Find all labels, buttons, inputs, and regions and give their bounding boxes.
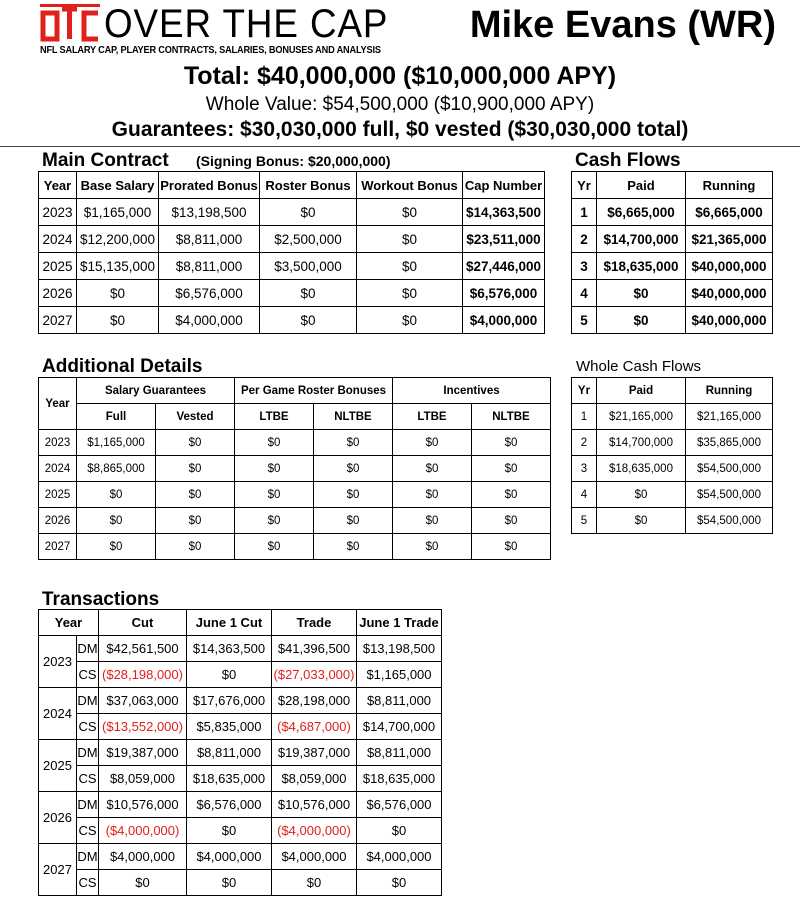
table-cell: $0 [77, 280, 159, 307]
table-cell: $10,576,000 [272, 792, 357, 818]
table-cell: $14,363,500 [187, 636, 272, 662]
table-cell: $0 [156, 482, 235, 508]
table-cell: $1,165,000 [77, 430, 156, 456]
table-cell: $0 [272, 870, 357, 896]
table-cell: $4,000,000 [99, 844, 187, 870]
table-row [39, 818, 442, 844]
table-cell: $40,000,000 [686, 253, 773, 280]
table-cell: $54,500,000 [686, 508, 773, 534]
header-row [39, 172, 545, 199]
table-row [572, 430, 773, 456]
table-cell: $6,576,000 [357, 792, 442, 818]
table-cell: $8,811,000 [159, 226, 260, 253]
table-cell: 4 [572, 482, 597, 508]
table-row [39, 740, 442, 766]
column-header: Vested [156, 404, 235, 430]
table-cell: $6,576,000 [159, 280, 260, 307]
table-cell: $6,576,000 [187, 792, 272, 818]
table-cell: $0 [156, 456, 235, 482]
table-cell: $0 [77, 307, 159, 334]
table-cell: 2026 [39, 280, 77, 307]
table-cell: $0 [597, 307, 686, 334]
table-cell: $18,635,000 [357, 766, 442, 792]
whole-value: Whole Value: $54,500,000 ($10,900,000 APY) [205, 94, 595, 115]
column-header: LTBE [235, 404, 314, 430]
column-header: Year [39, 610, 99, 636]
table-cell: $0 [260, 199, 357, 226]
year-cell: 2026 [39, 792, 77, 844]
table-cell: $0 [235, 534, 314, 560]
table-row [572, 404, 773, 430]
table-cell: $0 [357, 226, 463, 253]
table-cell: $0 [472, 482, 551, 508]
table-cell: 2023 [39, 199, 77, 226]
contract-total: Total: $40,000,000 ($10,000,000 APY) [183, 62, 617, 90]
table-cell: $0 [357, 870, 442, 896]
table-cell: $4,000,000 [187, 844, 272, 870]
table-row [39, 280, 545, 307]
table-row [572, 253, 773, 280]
table-cell: $27,446,000 [463, 253, 545, 280]
group-header: Per Game Roster Bonuses [235, 378, 393, 404]
header-row [39, 610, 442, 636]
cash-flows-table [571, 171, 773, 334]
table-row [39, 688, 442, 714]
table-cell: ($4,687,000) [272, 714, 357, 740]
column-header: Yr [572, 378, 597, 404]
table-row [39, 307, 545, 334]
table-cell: $8,811,000 [357, 688, 442, 714]
table-cell: $0 [77, 508, 156, 534]
table-cell: $0 [77, 534, 156, 560]
table-row [39, 199, 545, 226]
table-cell: CS [77, 818, 99, 844]
transactions-title: Transactions [42, 589, 160, 610]
table-cell: $54,500,000 [686, 456, 773, 482]
table-row [39, 844, 442, 870]
table-cell: $6,665,000 [686, 199, 773, 226]
table-cell: DM [77, 844, 99, 870]
table-row [572, 508, 773, 534]
column-header: NLTBE [472, 404, 551, 430]
table-cell: $18,635,000 [597, 456, 686, 482]
table-cell: CS [77, 714, 99, 740]
table-cell: 2 [572, 430, 597, 456]
table-cell: $15,135,000 [77, 253, 159, 280]
table-row [39, 792, 442, 818]
otc-logo [40, 4, 100, 42]
table-cell: DM [77, 688, 99, 714]
column-header: Cap Number [463, 172, 545, 199]
table-cell: 1 [572, 404, 597, 430]
table-row [39, 662, 442, 688]
table-cell: $0 [357, 818, 442, 844]
brand-name: OVER THE CAP [104, 2, 389, 46]
table-cell: $42,561,500 [99, 636, 187, 662]
table-row [39, 482, 551, 508]
table-cell: $19,387,000 [99, 740, 187, 766]
table-cell: 2024 [39, 456, 77, 482]
column-header: Roster Bonus [260, 172, 357, 199]
column-header: Running [686, 172, 773, 199]
table-cell: $8,811,000 [357, 740, 442, 766]
column-header: Yr [572, 172, 597, 199]
main-contract-table [38, 171, 545, 334]
table-row [39, 226, 545, 253]
table-cell: 5 [572, 508, 597, 534]
column-header: Year [39, 378, 77, 430]
table-cell: $0 [472, 534, 551, 560]
table-row [39, 534, 551, 560]
table-cell: $8,059,000 [99, 766, 187, 792]
table-cell: $0 [357, 280, 463, 307]
player-name: Mike Evans (WR) [469, 4, 776, 46]
table-cell: $0 [260, 307, 357, 334]
table-row [39, 508, 551, 534]
table-cell: $8,865,000 [77, 456, 156, 482]
table-cell: 2025 [39, 482, 77, 508]
group-header-row [39, 378, 551, 404]
table-cell: $0 [472, 456, 551, 482]
column-header: Paid [597, 172, 686, 199]
table-row [39, 456, 551, 482]
table-cell: ($28,198,000) [99, 662, 187, 688]
table-cell: $40,000,000 [686, 307, 773, 334]
additional-details-table [38, 377, 551, 560]
column-header: June 1 Cut [187, 610, 272, 636]
table-cell: $10,576,000 [99, 792, 187, 818]
table-cell: $0 [314, 482, 393, 508]
table-cell: 2026 [39, 508, 77, 534]
table-cell: $23,511,000 [463, 226, 545, 253]
table-row [39, 430, 551, 456]
table-row [39, 766, 442, 792]
table-cell: $0 [235, 456, 314, 482]
column-header: June 1 Trade [357, 610, 442, 636]
table-cell: $41,396,500 [272, 636, 357, 662]
table-cell: $8,059,000 [272, 766, 357, 792]
table-cell: $8,811,000 [187, 740, 272, 766]
table-cell: CS [77, 870, 99, 896]
additional-details-title: Additional Details [42, 356, 203, 377]
year-cell: 2027 [39, 844, 77, 896]
table-cell: $0 [187, 662, 272, 688]
table-cell: $0 [597, 482, 686, 508]
table-cell: $1,165,000 [357, 662, 442, 688]
table-cell: 4 [572, 280, 597, 307]
table-cell: $0 [314, 430, 393, 456]
table-cell: 2023 [39, 430, 77, 456]
column-header: Workout Bonus [357, 172, 463, 199]
table-cell: DM [77, 636, 99, 662]
table-cell: DM [77, 740, 99, 766]
table-row [39, 253, 545, 280]
table-cell: $21,365,000 [686, 226, 773, 253]
table-row [572, 482, 773, 508]
table-cell: $54,500,000 [686, 482, 773, 508]
table-cell: $28,198,000 [272, 688, 357, 714]
column-header: LTBE [393, 404, 472, 430]
header-row [572, 378, 773, 404]
table-cell: $2,500,000 [260, 226, 357, 253]
table-cell: $6,576,000 [463, 280, 545, 307]
table-cell: $0 [77, 482, 156, 508]
table-cell: $0 [187, 818, 272, 844]
table-cell: $8,811,000 [159, 253, 260, 280]
table-cell: $0 [393, 430, 472, 456]
column-header: Running [686, 378, 773, 404]
table-cell: $5,835,000 [187, 714, 272, 740]
year-cell: 2024 [39, 688, 77, 740]
table-cell: DM [77, 792, 99, 818]
column-header: Full [77, 404, 156, 430]
year-cell: 2023 [39, 636, 77, 688]
table-row [572, 307, 773, 334]
table-cell: $0 [156, 534, 235, 560]
table-cell: $0 [99, 870, 187, 896]
table-cell: $13,198,500 [357, 636, 442, 662]
table-cell: ($27,033,000) [272, 662, 357, 688]
table-cell: $21,165,000 [686, 404, 773, 430]
signing-bonus: (Signing Bonus: $20,000,000) [196, 153, 391, 169]
table-cell: $0 [357, 307, 463, 334]
table-row [572, 226, 773, 253]
table-cell: $18,635,000 [597, 253, 686, 280]
table-cell: $0 [597, 508, 686, 534]
table-cell: $13,198,500 [159, 199, 260, 226]
table-cell: ($4,000,000) [99, 818, 187, 844]
table-cell: $14,700,000 [597, 430, 686, 456]
table-cell: $40,000,000 [686, 280, 773, 307]
guarantees: Guarantees: $30,030,000 full, $0 vested ($30,030,000 total) [111, 118, 689, 141]
table-cell: $35,865,000 [686, 430, 773, 456]
year-cell: 2025 [39, 740, 77, 792]
table-cell: $0 [235, 430, 314, 456]
table-cell: $0 [314, 508, 393, 534]
divider [0, 146, 800, 147]
table-cell: $0 [260, 280, 357, 307]
header-row [572, 172, 773, 199]
table-cell: $17,676,000 [187, 688, 272, 714]
table-cell: $0 [472, 508, 551, 534]
table-cell: $0 [235, 508, 314, 534]
brand-tagline: NFL SALARY CAP, PLAYER CONTRACTS, SALARIES, BONUSES AND ANALYSIS [40, 45, 381, 56]
cash-flows-title: Cash Flows [575, 150, 681, 171]
table-cell: $0 [472, 430, 551, 456]
table-cell: 2027 [39, 534, 77, 560]
subheader-row [39, 404, 551, 430]
table-cell: $0 [597, 280, 686, 307]
table-row [572, 199, 773, 226]
table-cell: $19,387,000 [272, 740, 357, 766]
table-cell: CS [77, 662, 99, 688]
table-cell: $0 [156, 430, 235, 456]
table-cell: $4,000,000 [357, 844, 442, 870]
table-cell: $0 [314, 534, 393, 560]
table-cell: $21,165,000 [597, 404, 686, 430]
column-header: NLTBE [314, 404, 393, 430]
table-cell: $14,700,000 [357, 714, 442, 740]
table-cell: $0 [235, 482, 314, 508]
group-header: Incentives [393, 378, 551, 404]
transactions-table [38, 609, 442, 896]
table-cell: $0 [156, 508, 235, 534]
table-cell: $14,700,000 [597, 226, 686, 253]
table-cell: $4,000,000 [159, 307, 260, 334]
table-cell: 2 [572, 226, 597, 253]
table-cell: 2027 [39, 307, 77, 334]
table-cell: ($13,552,000) [99, 714, 187, 740]
table-cell: $14,363,500 [463, 199, 545, 226]
table-row [572, 456, 773, 482]
table-row [39, 714, 442, 740]
table-cell: 2024 [39, 226, 77, 253]
table-cell: 3 [572, 253, 597, 280]
whole-cash-flows-table [571, 377, 773, 534]
table-row [39, 636, 442, 662]
table-cell: $0 [393, 482, 472, 508]
table-cell: $1,165,000 [77, 199, 159, 226]
column-header: Year [39, 172, 77, 199]
column-header: Paid [597, 378, 686, 404]
table-cell: $0 [314, 456, 393, 482]
table-cell: 3 [572, 456, 597, 482]
table-cell: $0 [357, 199, 463, 226]
table-row [572, 280, 773, 307]
table-cell: $0 [393, 456, 472, 482]
table-cell: $0 [393, 534, 472, 560]
table-cell: $0 [393, 508, 472, 534]
table-cell: $0 [357, 253, 463, 280]
table-cell: 5 [572, 307, 597, 334]
table-cell: $18,635,000 [187, 766, 272, 792]
table-cell: $0 [187, 870, 272, 896]
table-cell: 2025 [39, 253, 77, 280]
table-cell: ($4,000,000) [272, 818, 357, 844]
table-cell: $37,063,000 [99, 688, 187, 714]
group-header: Salary Guarantees [77, 378, 235, 404]
main-contract-title: Main Contract [42, 150, 169, 171]
table-cell: CS [77, 766, 99, 792]
table-cell: $4,000,000 [272, 844, 357, 870]
table-cell: $3,500,000 [260, 253, 357, 280]
table-row [39, 870, 442, 896]
column-header: Trade [272, 610, 357, 636]
table-cell: $4,000,000 [463, 307, 545, 334]
table-cell: $6,665,000 [597, 199, 686, 226]
table-cell: $12,200,000 [77, 226, 159, 253]
column-header: Base Salary [77, 172, 159, 199]
column-header: Cut [99, 610, 187, 636]
table-cell: 1 [572, 199, 597, 226]
column-header: Prorated Bonus [159, 172, 260, 199]
whole-cash-flows-title: Whole Cash Flows [576, 358, 702, 375]
